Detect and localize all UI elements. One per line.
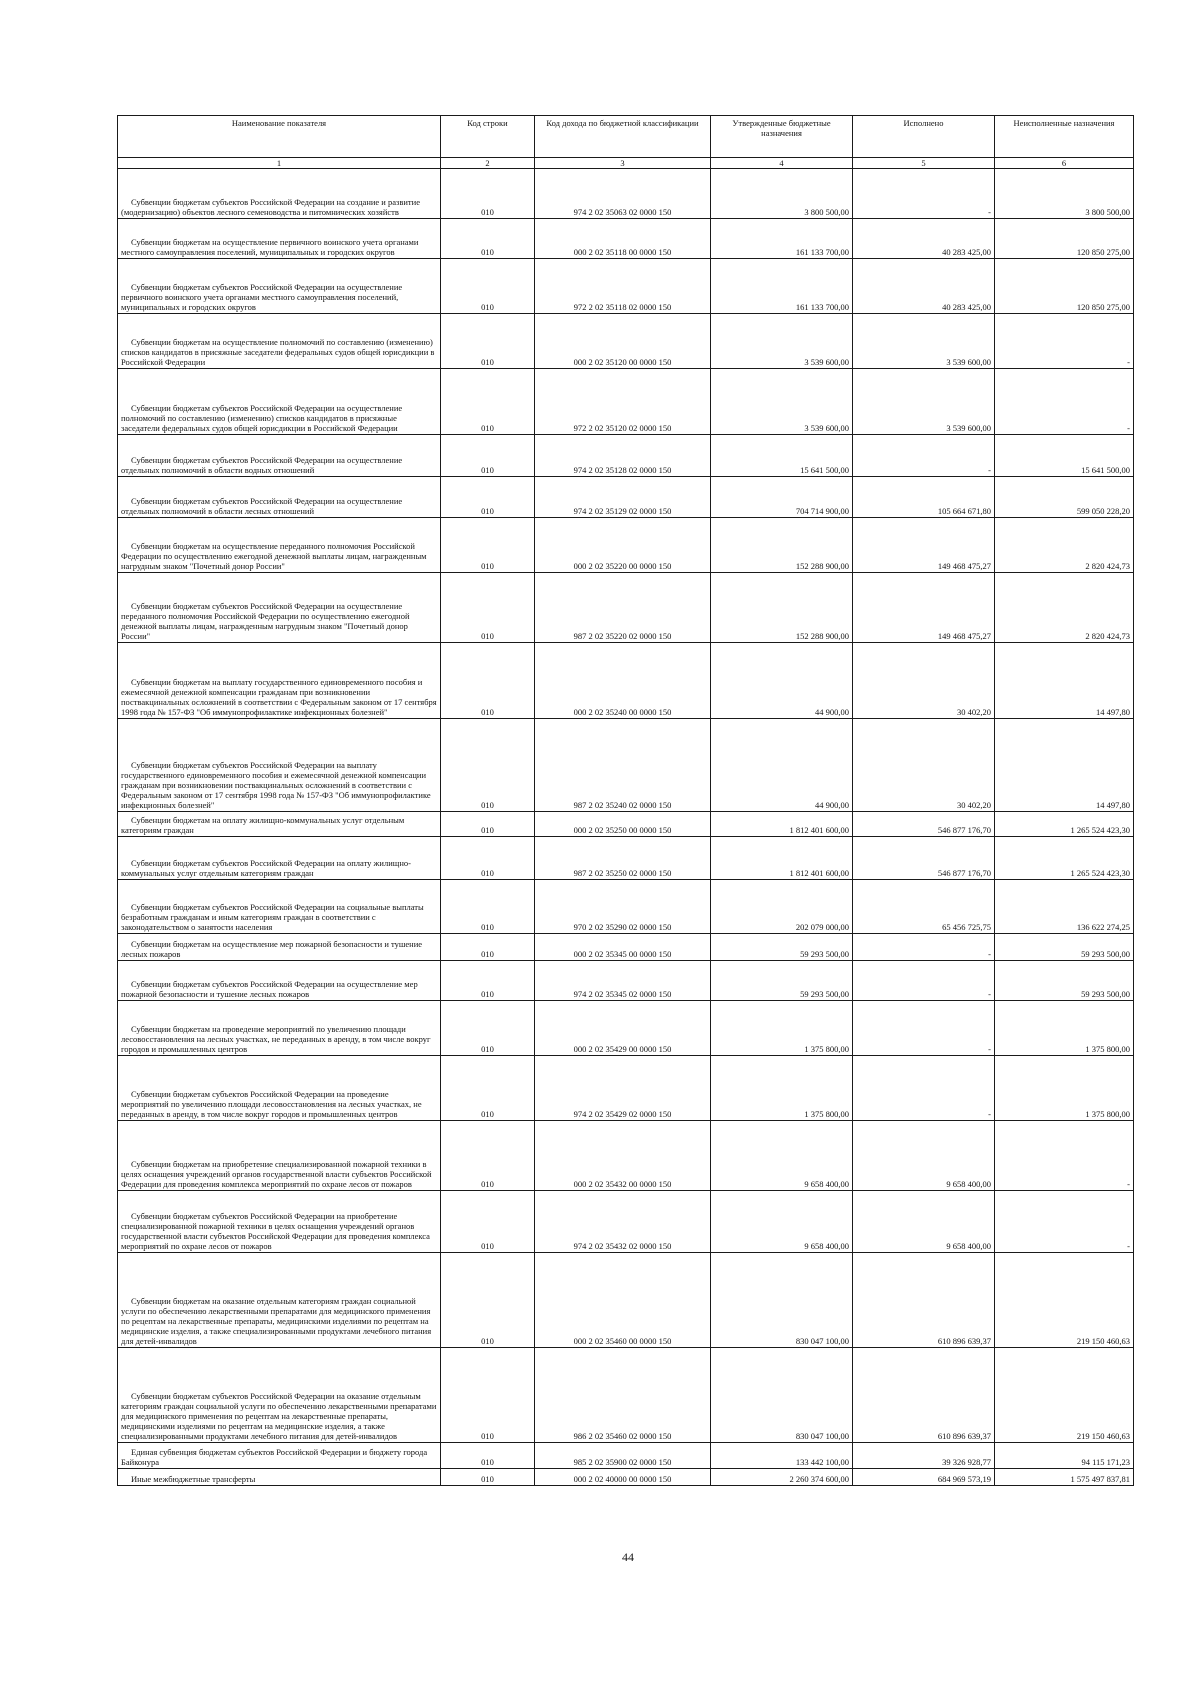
indicator-name-cell: Субвенции бюджетам на выплату государственного единовременного пособия и ежемесячной денежной компенсации гражданам при возникновении поствакцинальных осложнений в соответствии с Федеральным законом от 17 сентября 1998 года № 157-ФЗ "Об иммунопрофилактике инфекционных болезней" [118,643,441,719]
header-unexecuted-amount: Неисполненные назначения [995,116,1134,158]
income-code-cell: 972 2 02 35120 02 0000 150 [535,369,711,435]
line-code-cell: 010 [441,518,535,573]
income-code-cell: 000 2 02 40000 00 0000 150 [535,1469,711,1486]
unexecuted-amount-cell: 2 820 424,73 [995,518,1134,573]
table-row [118,1121,1134,1191]
line-code-cell: 010 [441,1056,535,1121]
income-code-cell: 987 2 02 35250 02 0000 150 [535,837,711,880]
executed-amount-cell: 30 402,20 [853,643,995,719]
income-code-cell: 974 2 02 35063 02 0000 150 [535,169,711,219]
header-executed-amount: Исполнено [853,116,995,158]
approved-amount-cell: 3 539 600,00 [711,314,853,369]
approved-amount-cell: 59 293 500,00 [711,934,853,961]
approved-amount-cell: 1 375 800,00 [711,1056,853,1121]
approved-amount-cell: 1 812 401 600,00 [711,837,853,880]
unexecuted-amount-cell: 2 820 424,73 [995,573,1134,643]
page-number: 44 [622,1550,634,1564]
column-number: 1 [118,158,441,169]
table-row [118,435,1134,477]
line-code-cell: 010 [441,169,535,219]
income-code-cell: 000 2 02 35118 00 0000 150 [535,219,711,259]
line-code-cell: 010 [441,880,535,934]
unexecuted-amount-cell: 14 497,80 [995,643,1134,719]
line-code-cell: 010 [441,961,535,1001]
table-row [118,961,1134,1001]
indicator-name-cell: Субвенции бюджетам субъектов Российской Федерации на проведение мероприятий по увеличению площади лесовосстановления на лесных участках, не переданных в аренду, в том числе вокруг городов и промышленных центров [118,1056,441,1121]
income-code-cell: 000 2 02 35345 00 0000 150 [535,934,711,961]
approved-amount-cell: 9 658 400,00 [711,1121,853,1191]
unexecuted-amount-cell: 599 050 228,20 [995,477,1134,518]
approved-amount-cell: 3 800 500,00 [711,169,853,219]
executed-amount-cell: 149 468 475,27 [853,573,995,643]
indicator-name-cell: Субвенции бюджетам субъектов Российской Федерации на создание и развитие (модернизацию) объектов лесного семеноводства и питомнических хозяйств [118,169,441,219]
income-code-cell: 985 2 02 35900 02 0000 150 [535,1443,711,1469]
indicator-name-cell: Субвенции бюджетам субъектов Российской Федерации на осуществление отдельных полномочий в области водных отношений [118,435,441,477]
unexecuted-amount-cell: 1 265 524 423,30 [995,812,1134,837]
indicator-name-cell: Субвенции бюджетам субъектов Российской Федерации на оказание отдельным категориям граждан социальной услуги по обеспечению лекарственными препаратами для медицинского применения по рецептам на лекарственные препараты, медицинскими изделиями по рецептам на медицинские изделия, а также специализированными продуктами лечебного питания для детей-инвалидов [118,1348,441,1443]
table-row [118,219,1134,259]
approved-amount-cell: 3 539 600,00 [711,369,853,435]
approved-amount-cell: 59 293 500,00 [711,961,853,1001]
indicator-name-cell: Субвенции бюджетам субъектов Российской Федерации на выплату государственного единовременного пособия и ежемесячной денежной компенсации гражданам при возникновении поствакцинальных осложнений в соответствии с Федеральным законом от 17 сентября 1998 года № 157-ФЗ "Об иммунопрофилактике инфекционных болезней" [118,719,441,812]
indicator-name-cell: Субвенции бюджетам субъектов Российской Федерации на осуществление отдельных полномочий в области лесных отношений [118,477,441,518]
unexecuted-amount-cell: 1 375 800,00 [995,1001,1134,1056]
header-line-code: Код строки [441,116,535,158]
line-code-cell: 010 [441,1121,535,1191]
income-code-cell: 987 2 02 35220 02 0000 150 [535,573,711,643]
approved-amount-cell: 15 641 500,00 [711,435,853,477]
line-code-cell: 010 [441,1348,535,1443]
executed-amount-cell: 546 877 176,70 [853,837,995,880]
table-row [118,837,1134,880]
indicator-name-cell: Субвенции бюджетам на осуществление полномочий по составлению (изменению) списков кандидатов в присяжные заседатели федеральных судов общей юрисдикции в Российской Федерации [118,314,441,369]
header-income-code: Код дохода по бюджетной классификации [535,116,711,158]
table-row [118,1056,1134,1121]
income-code-cell: 987 2 02 35240 02 0000 150 [535,719,711,812]
income-code-cell: 000 2 02 35120 00 0000 150 [535,314,711,369]
indicator-name-cell: Субвенции бюджетам субъектов Российской Федерации на осуществление первичного воинского учета органами местного самоуправления поселений, муниципальных и городских округов [118,259,441,314]
line-code-cell: 010 [441,719,535,812]
table-row [118,812,1134,837]
approved-amount-cell: 2 260 374 600,00 [711,1469,853,1486]
unexecuted-amount-cell: 136 622 274,25 [995,880,1134,934]
table-row [118,1443,1134,1469]
table-row [118,259,1134,314]
unexecuted-amount-cell: - [995,314,1134,369]
table-row [118,643,1134,719]
approved-amount-cell: 44 900,00 [711,643,853,719]
executed-amount-cell: - [853,169,995,219]
line-code-cell: 010 [441,1253,535,1348]
approved-amount-cell: 152 288 900,00 [711,573,853,643]
executed-amount-cell: 9 658 400,00 [853,1121,995,1191]
income-code-cell: 000 2 02 35429 00 0000 150 [535,1001,711,1056]
indicator-name-cell: Иные межбюджетные трансферты [118,1469,441,1486]
unexecuted-amount-cell: 59 293 500,00 [995,961,1134,1001]
column-number: 6 [995,158,1134,169]
unexecuted-amount-cell: 120 850 275,00 [995,219,1134,259]
income-code-cell: 974 2 02 35128 02 0000 150 [535,435,711,477]
header-indicator-name: Наименование показателя [118,116,441,158]
line-code-cell: 010 [441,259,535,314]
indicator-name-cell: Субвенции бюджетам на осуществление мер пожарной безопасности и тушение лесных пожаров [118,934,441,961]
column-number: 5 [853,158,995,169]
unexecuted-amount-cell: 3 800 500,00 [995,169,1134,219]
income-code-cell: 974 2 02 35429 02 0000 150 [535,1056,711,1121]
indicator-name-cell: Субвенции бюджетам субъектов Российской Федерации на оплату жилищно-коммунальных услуг отдельным категориям граждан [118,837,441,880]
budget-execution-table [117,115,1134,1486]
executed-amount-cell: - [853,1056,995,1121]
indicator-name-cell: Субвенции бюджетам субъектов Российской Федерации на приобретение специализированной пожарной техники в целях оснащения учреждений органов государственной власти субъектов Российской Федерации для проведения комплекса мероприятий по охране лесов от пожаров [118,1191,441,1253]
income-code-cell: 000 2 02 35460 00 0000 150 [535,1253,711,1348]
approved-amount-cell: 133 442 100,00 [711,1443,853,1469]
column-number: 3 [535,158,711,169]
executed-amount-cell: 546 877 176,70 [853,812,995,837]
indicator-name-cell: Субвенции бюджетам субъектов Российской Федерации на осуществление мер пожарной безопасности и тушение лесных пожаров [118,961,441,1001]
executed-amount-cell: 65 456 725,75 [853,880,995,934]
unexecuted-amount-cell: - [995,1191,1134,1253]
indicator-name-cell: Субвенции бюджетам субъектов Российской Федерации на социальные выплаты безработным гражданам и иным категориям граждан в соответствии с законодательством о занятости населения [118,880,441,934]
approved-amount-cell: 9 658 400,00 [711,1191,853,1253]
unexecuted-amount-cell: 120 850 275,00 [995,259,1134,314]
executed-amount-cell: 610 896 639,37 [853,1348,995,1443]
table-row [118,934,1134,961]
executed-amount-cell: 30 402,20 [853,719,995,812]
income-code-cell: 000 2 02 35240 00 0000 150 [535,643,711,719]
indicator-name-cell: Субвенции бюджетам субъектов Российской Федерации на осуществление переданного полномочия Российской Федерации по осуществлению ежегодной денежной выплаты лицам, награжденным нагрудным знаком "Почетный донор России" [118,573,441,643]
approved-amount-cell: 830 047 100,00 [711,1348,853,1443]
approved-amount-cell: 161 133 700,00 [711,219,853,259]
approved-amount-cell: 1 375 800,00 [711,1001,853,1056]
table-row [118,719,1134,812]
income-code-cell: 972 2 02 35118 02 0000 150 [535,259,711,314]
executed-amount-cell: 149 468 475,27 [853,518,995,573]
unexecuted-amount-cell: 219 150 460,63 [995,1253,1134,1348]
executed-amount-cell: 40 283 425,00 [853,219,995,259]
unexecuted-amount-cell: - [995,1121,1134,1191]
table-row [118,1191,1134,1253]
approved-amount-cell: 161 133 700,00 [711,259,853,314]
line-code-cell: 010 [441,477,535,518]
approved-amount-cell: 44 900,00 [711,719,853,812]
income-code-cell: 000 2 02 35432 00 0000 150 [535,1121,711,1191]
line-code-cell: 010 [441,812,535,837]
income-code-cell: 974 2 02 35345 02 0000 150 [535,961,711,1001]
executed-amount-cell: 9 658 400,00 [853,1191,995,1253]
unexecuted-amount-cell: 14 497,80 [995,719,1134,812]
income-code-cell: 000 2 02 35220 00 0000 150 [535,518,711,573]
table-row [118,1001,1134,1056]
line-code-cell: 010 [441,573,535,643]
table-row [118,314,1134,369]
unexecuted-amount-cell: 1 375 800,00 [995,1056,1134,1121]
table-row [118,880,1134,934]
unexecuted-amount-cell: 59 293 500,00 [995,934,1134,961]
line-code-cell: 010 [441,1443,535,1469]
unexecuted-amount-cell: - [995,369,1134,435]
line-code-cell: 010 [441,1001,535,1056]
unexecuted-amount-cell: 1 265 524 423,30 [995,837,1134,880]
executed-amount-cell: 40 283 425,00 [853,259,995,314]
line-code-cell: 010 [441,219,535,259]
indicator-name-cell: Единая субвенция бюджетам субъектов Российской Федерации и бюджету города Байконура [118,1443,441,1469]
table-row [118,477,1134,518]
unexecuted-amount-cell: 219 150 460,63 [995,1348,1134,1443]
unexecuted-amount-cell: 1 575 497 837,81 [995,1469,1134,1486]
income-code-cell: 974 2 02 35432 02 0000 150 [535,1191,711,1253]
line-code-cell: 010 [441,435,535,477]
table-row [118,1253,1134,1348]
line-code-cell: 010 [441,643,535,719]
approved-amount-cell: 202 079 000,00 [711,880,853,934]
line-code-cell: 010 [441,369,535,435]
executed-amount-cell: 684 969 573,19 [853,1469,995,1486]
line-code-cell: 010 [441,314,535,369]
executed-amount-cell: 3 539 600,00 [853,369,995,435]
header-approved-amount: Утвержденные бюджетные назначения [711,116,853,158]
executed-amount-cell: - [853,934,995,961]
unexecuted-amount-cell: 94 115 171,23 [995,1443,1134,1469]
executed-amount-cell: 610 896 639,37 [853,1253,995,1348]
column-number: 4 [711,158,853,169]
indicator-name-cell: Субвенции бюджетам на приобретение специализированной пожарной техники в целях оснащения учреждений органов государственной власти субъектов Российской Федерации для проведения комплекса мероприятий по охране лесов от пожаров [118,1121,441,1191]
approved-amount-cell: 704 714 900,00 [711,477,853,518]
income-code-cell: 970 2 02 35290 02 0000 150 [535,880,711,934]
approved-amount-cell: 830 047 100,00 [711,1253,853,1348]
line-code-cell: 010 [441,1469,535,1486]
table-row [118,518,1134,573]
income-code-cell: 986 2 02 35460 02 0000 150 [535,1348,711,1443]
unexecuted-amount-cell: 15 641 500,00 [995,435,1134,477]
header-row [118,116,1134,158]
table-row [118,369,1134,435]
executed-amount-cell: 105 664 671,80 [853,477,995,518]
line-code-cell: 010 [441,934,535,961]
column-number-row [118,158,1134,169]
executed-amount-cell: - [853,961,995,1001]
indicator-name-cell: Субвенции бюджетам субъектов Российской Федерации на осуществление полномочий по составлению (изменению) списков кандидатов в присяжные заседатели федеральных судов общей юрисдикции в Российской Федерации [118,369,441,435]
indicator-name-cell: Субвенции бюджетам на оказание отдельным категориям граждан социальной услуги по обеспечению лекарственными препаратами для медицинского применения по рецептам на лекарственные препараты, медицинскими изделиями по рецептам на медицинские изделия, а также специализированными продуктами лечебного питания для детей-инвалидов [118,1253,441,1348]
indicator-name-cell: Субвенции бюджетам на осуществление переданного полномочия Российской Федерации по осуществлению ежегодной денежной выплаты лицам, награжденным нагрудным знаком "Почетный донор России" [118,518,441,573]
indicator-name-cell: Субвенции бюджетам на проведение мероприятий по увеличению площади лесовосстановления на лесных участках, не переданных в аренду, в том числе вокруг городов и промышленных центров [118,1001,441,1056]
table-row [118,1469,1134,1486]
table-row [118,573,1134,643]
table-row [118,169,1134,219]
approved-amount-cell: 152 288 900,00 [711,518,853,573]
line-code-cell: 010 [441,837,535,880]
indicator-name-cell: Субвенции бюджетам на осуществление первичного воинского учета органами местного самоуправления поселений, муниципальных и городских округов [118,219,441,259]
table-body [118,169,1134,1486]
indicator-name-cell: Субвенции бюджетам на оплату жилищно-коммунальных услуг отдельным категориям граждан [118,812,441,837]
executed-amount-cell: - [853,435,995,477]
income-code-cell: 974 2 02 35129 02 0000 150 [535,477,711,518]
executed-amount-cell: 3 539 600,00 [853,314,995,369]
column-number: 2 [441,158,535,169]
executed-amount-cell: - [853,1001,995,1056]
income-code-cell: 000 2 02 35250 00 0000 150 [535,812,711,837]
executed-amount-cell: 39 326 928,77 [853,1443,995,1469]
approved-amount-cell: 1 812 401 600,00 [711,812,853,837]
line-code-cell: 010 [441,1191,535,1253]
table-row [118,1348,1134,1443]
